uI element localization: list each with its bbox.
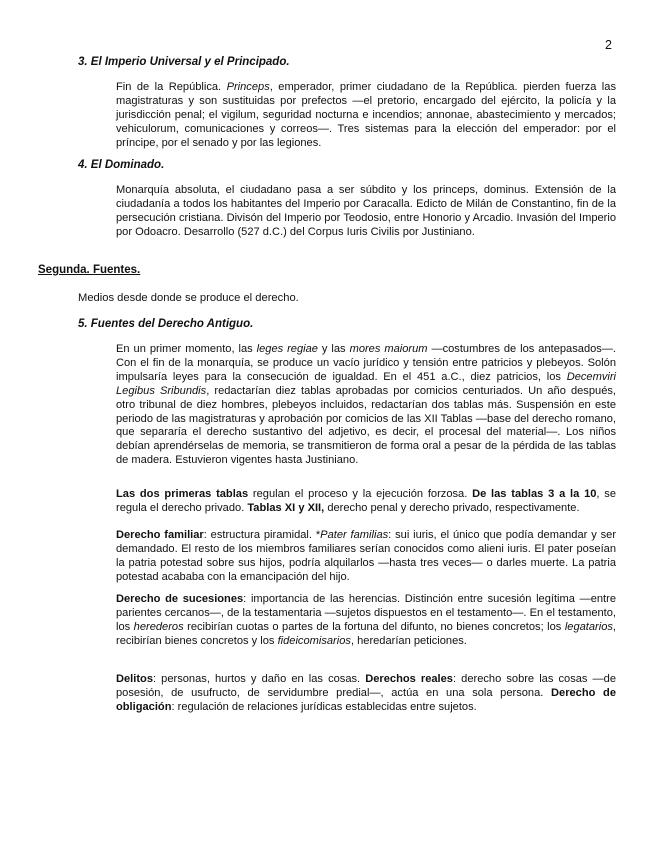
italic-term: Pater familias xyxy=(320,529,389,541)
text-run: : estructura piramidal. * xyxy=(203,529,321,541)
section-5-paragraph-derecho-sucesiones xyxy=(116,593,616,649)
bold-term: Tablas XI y XII, xyxy=(247,501,325,514)
bold-term: Derecho de obligación xyxy=(116,686,616,713)
text-run: : personas, hurtos y daño en las cosas. xyxy=(153,673,366,685)
text-run: recibirían cuotas o partes de la fortuna del difunto, no bienes concretos; los xyxy=(183,620,565,633)
italic-term: leges regiae xyxy=(256,343,318,355)
text-run: , recibirían bienes concretos y los xyxy=(116,620,617,647)
section-5-paragraph-1 xyxy=(116,343,616,468)
text-run: Monarquía absoluta, el ciudadano pasa a ser súbdito y los princeps, dominus. Extensión de la ciudadanía a todos los habitantes del Imperio por Caracalla. Edicto de Milán de Constantino, fin de la persecución cristiana. Divisón del Imperio por Teodosio, entre Honorio y Arcadio. Invasión del Imperio por Odoacro. Desarrollo (527 d.C.) del Corpus Iuris Civilis por Justiniano. xyxy=(116,184,616,238)
part-intro-text: Medios desde donde se produce el derecho. xyxy=(78,292,299,304)
text-run: Fin de la República. xyxy=(116,81,227,93)
part-heading-fuentes: Segunda. Fuentes. xyxy=(38,264,141,276)
text-run: derecho penal y derecho privado, respectivamente. xyxy=(324,501,580,514)
text-run: , emperador, primer ciudadano de la República. pierden fuerza las magistraturas y son sustituidas por prefectos —el pretorio, encargado del ejército, la policía y la jurisdicción penal; el vigilum, seguridad nocturna e incendios; annonae, abastecimiento y mercados; vehiculorum, comunicaciones y correos—. Tres sistemas para la elección del emperador: por el príncipe, por el senado y por las legiones. xyxy=(116,81,616,149)
italic-term: herederos xyxy=(133,620,184,633)
section-heading-4: 4. El Dominado. xyxy=(78,159,165,171)
italic-term: Decemviri Legibus Sribundis xyxy=(116,370,616,397)
text-run: , se regula el derecho privado. xyxy=(116,488,616,514)
text-run: : derecho sobre las cosas —de posesión, de usufructo, de servidumbre predial—, actúa en una sola persona. xyxy=(116,673,616,699)
bold-term: De las tablas 3 a la 10 xyxy=(472,488,597,500)
section-heading-3: 3. El Imperio Universal y el Principado. xyxy=(78,56,290,68)
italic-term: fideicomisarios xyxy=(277,634,351,647)
text-run: regulan el proceso y la ejecución forzosa. xyxy=(248,488,473,500)
section-heading-5: 5. Fuentes del Derecho Antiguo. xyxy=(78,318,254,330)
section-4-paragraph xyxy=(116,184,616,240)
text-run: y las xyxy=(317,343,350,355)
bold-term: Derecho familiar xyxy=(116,529,204,541)
text-run: En un primer momento, las xyxy=(116,343,257,355)
section-5-paragraph-derecho-familiar xyxy=(116,529,616,585)
text-run: : sui iuris, el único que podía demandar y ser demandado. El resto de los miembros familiares serían conocidos como alieni iuris. El pater poseían la patria potestad sobre sus hijos, podría alquilarlos —hasta tres veces— o darles muerte. La patria potestad acababa con la emancipación del hijo. xyxy=(116,529,617,583)
section-5-paragraph-tablas xyxy=(116,488,616,516)
bold-term: Las dos primeras tablas xyxy=(116,488,249,500)
text-run: : regulación de relaciones jurídicas establecidas entre sujetos. xyxy=(171,700,477,713)
bold-term: Delitos xyxy=(116,673,153,685)
italic-term: Princeps xyxy=(226,81,270,93)
italic-term: legatarios xyxy=(564,620,613,633)
text-run: , heredarían peticiones. xyxy=(350,634,467,647)
page-number: 2 xyxy=(605,38,612,52)
bold-term: Derecho de sucesiones xyxy=(116,593,244,605)
italic-term: mores maiorum xyxy=(349,343,428,355)
section-3-paragraph xyxy=(116,81,616,151)
text-run: —costumbres de los antepasados—. Con el fin de la monarquía, se produce un vacío jurídico y tensión entre patricios y plebeyos. Solón impulsaría leyes para la consecución de igualdad. En el 451 a.C., diez patricios, los xyxy=(116,343,617,383)
section-5-paragraph-delitos xyxy=(116,673,616,715)
text-run: , redactarían diez tablas aprobadas por comicios centuriados. Un año después, otro tribunal de diez hombres, plebeyos incluidos, redactarían dos tablas más. Suspensión en este periodo de las magistraturas y aprobación por comicios de las XII Tablas —base del derecho romano, que separaría el derecho sustantivo del adjetivo, es decir, el procesal del material—. Los niños debían aprendérselas de memoria, se transmitieron de forma oral a pesar de la pérdida de las tablas de madera. Estuvieron vigentes hasta Justiniano. xyxy=(116,384,616,467)
text-run: : importancia de las herencias. Distinción entre sucesión legítima —entre parientes cercanos—, de la testamentaria —sujetos dispuestos en el testamento—. En el testamento, los xyxy=(116,593,616,633)
bold-term: Derechos reales xyxy=(365,673,453,685)
